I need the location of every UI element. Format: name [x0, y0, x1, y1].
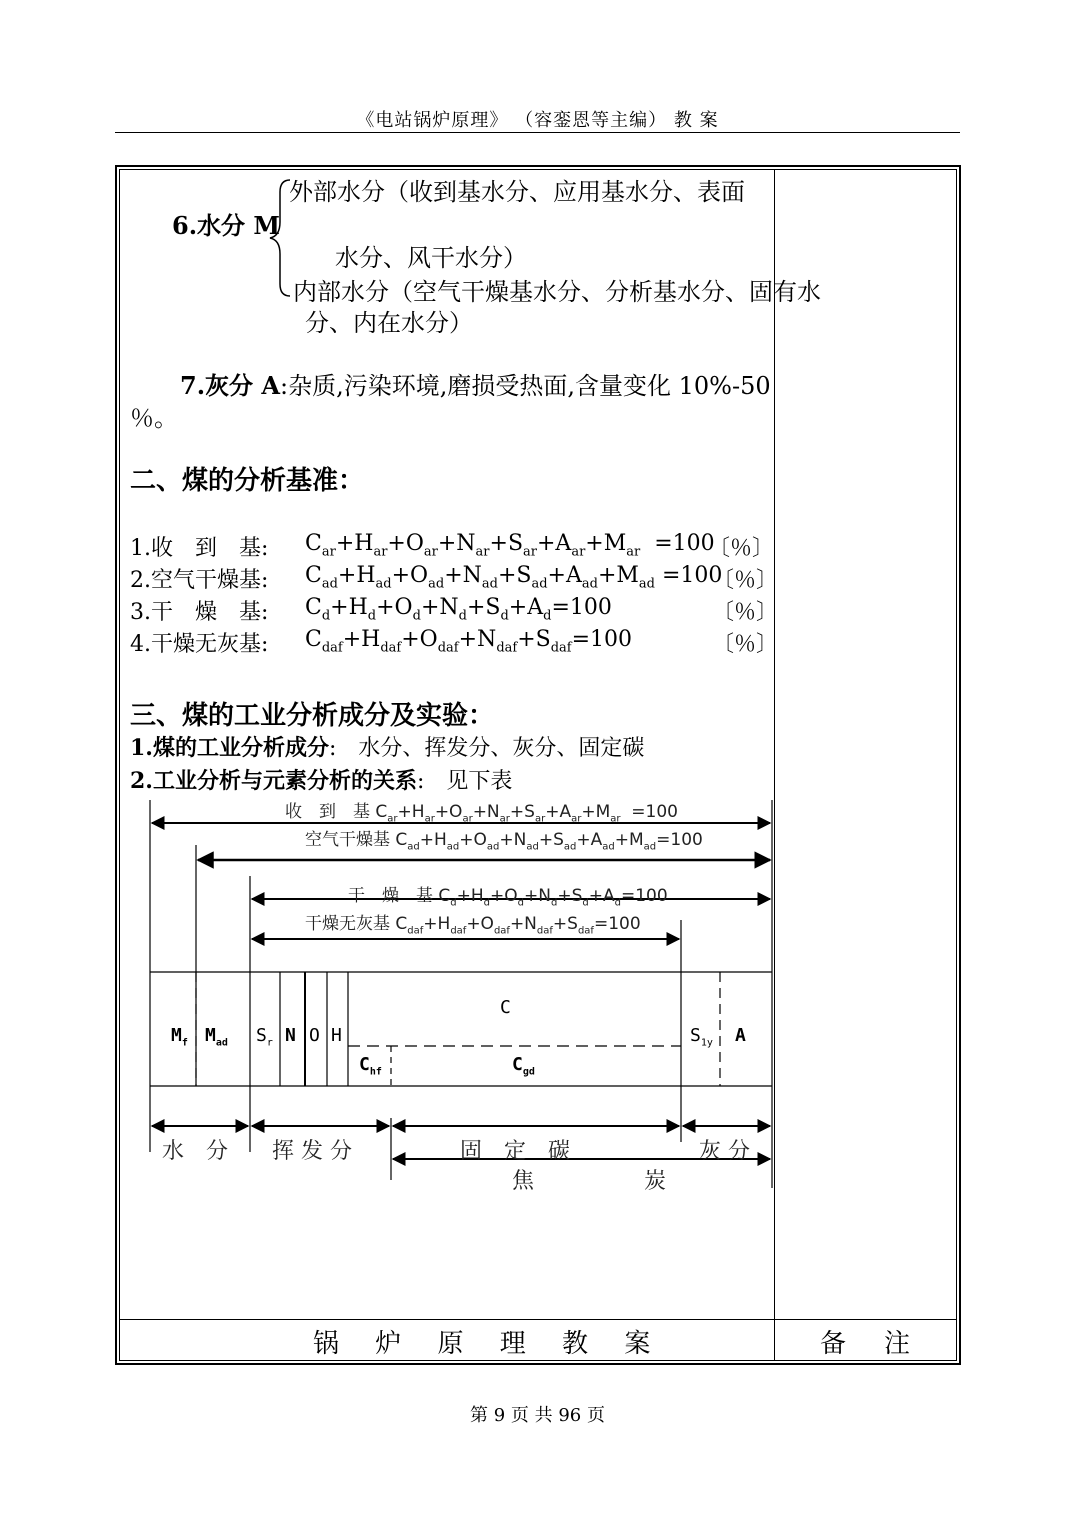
- diagram-d-label: 干 燥 基 $C_d+H_d+O_d+N_d+S_d+A_d=100$: [348, 886, 668, 909]
- bottom-bar-remark: 备 注: [820, 1329, 917, 1359]
- ash-text: :杂质,污染环境,磨损受热面,含量变化 10%-50: [280, 372, 771, 400]
- basis-daf-formula: $C_{daf}+H_{daf}+O_{daf}+N_{daf}+S_{daf}=100$: [305, 627, 633, 656]
- cell-h: H: [331, 1025, 342, 1046]
- basis-ad-formula: $C_{ad}+H_{ad}+O_{ad}+N_{ad}+S_{ad}+A_{ad}+M_{ad} =100$: [305, 563, 723, 592]
- cell-n: N: [285, 1025, 296, 1046]
- cell-chf: $C_{hf}$: [359, 1054, 382, 1078]
- diagram-volatile-label: 挥 发 分: [272, 1139, 352, 1164]
- cell-mad: $M_{ad}$: [205, 1025, 228, 1049]
- diagram-fixed-carbon-label: 固 定 碳: [460, 1139, 571, 1164]
- diagram-daf-label: 干燥无灰基 $C_{daf}+H_{daf}+O_{daf}+N_{daf}+S_{daf}=100$: [305, 914, 641, 937]
- basis-ad-unit: 〔％〕: [712, 568, 779, 593]
- basis-d-formula: $C_d+H_d+O_d+N_d+S_d+A_d=100$: [305, 595, 612, 624]
- ash-label: 7.灰分 A: [180, 371, 281, 400]
- basis-ar-unit: 〔％〕: [708, 536, 775, 561]
- basis-ar-formula: $C_{ar}+H_{ar}+O_{ar}+N_{ar}+S_{ar}+A_{ar}+M_{ar} =100$: [305, 531, 715, 560]
- moisture-internal-line2: 分、内在水分）: [305, 309, 473, 337]
- page-number: 第 9 页 共 96 页: [470, 1405, 605, 1426]
- section3-item2-label: 2.工业分析与元素分析的关系: [130, 768, 417, 794]
- cell-mf: $M_f$: [171, 1025, 188, 1049]
- diagram-ash-label: 灰 分: [699, 1139, 750, 1164]
- cell-cgd: $C_{gd}$: [512, 1054, 535, 1078]
- document-header: 《电站锅炉原理》 （容銮恩等主编） 教 案: [356, 110, 719, 131]
- section3-heading: 三、煤的工业分析成分及实验：: [130, 701, 495, 731]
- cell-a: A: [735, 1025, 746, 1046]
- section2-heading: 二、煤的分析基准：: [130, 466, 365, 496]
- section3-item1-text: : 水分、挥发分、灰分、固定碳: [328, 736, 645, 761]
- cell-sr: $S_r$: [256, 1025, 273, 1049]
- moisture-label: 6.水分 M: [172, 211, 280, 240]
- moisture-external-line1: 外部水分（收到基水分、应用基水分、表面: [289, 178, 745, 206]
- diagram-ar-label: 收 到 基 $C_{ar}+H_{ar}+O_{ar}+N_{ar}+S_{ar}+A_{ar}+M_{ar} =100$: [285, 802, 678, 825]
- section3-item1-label: 1.煤的工业分析成分: [130, 735, 329, 761]
- bottom-bar-title: 锅 炉 原 理 教 案: [313, 1329, 665, 1359]
- cell-o: O: [309, 1025, 320, 1046]
- cell-c: C: [500, 997, 511, 1018]
- basis-d-unit: 〔％〕: [712, 600, 779, 625]
- section3-item2-text: : 见下表: [416, 769, 513, 794]
- basis-daf-name: 4.干燥无灰基:: [130, 632, 269, 657]
- basis-d-name: 3.干 燥 基:: [130, 600, 269, 625]
- diagram-water-label: 水 分: [162, 1139, 229, 1164]
- basis-ar-name: 1.收 到 基:: [130, 536, 269, 561]
- cell-s1y: $S_{1y}$: [690, 1025, 713, 1049]
- basis-daf-unit: 〔％〕: [712, 632, 779, 657]
- diagram-ad-label: 空气干燥基 $C_{ad}+H_{ad}+O_{ad}+N_{ad}+S_{ad}+A_{ad}+M_{ad}=100$: [305, 830, 703, 853]
- ash-line2: ％。: [130, 404, 178, 432]
- basis-ad-name: 2.空气干燥基:: [130, 568, 269, 593]
- moisture-external-line2: 水分、风干水分）: [335, 244, 527, 272]
- diagram-coke-label: 焦 炭: [512, 1169, 667, 1194]
- moisture-internal-line1: 内部水分（空气干燥基水分、分析基水分、固有水: [293, 278, 821, 306]
